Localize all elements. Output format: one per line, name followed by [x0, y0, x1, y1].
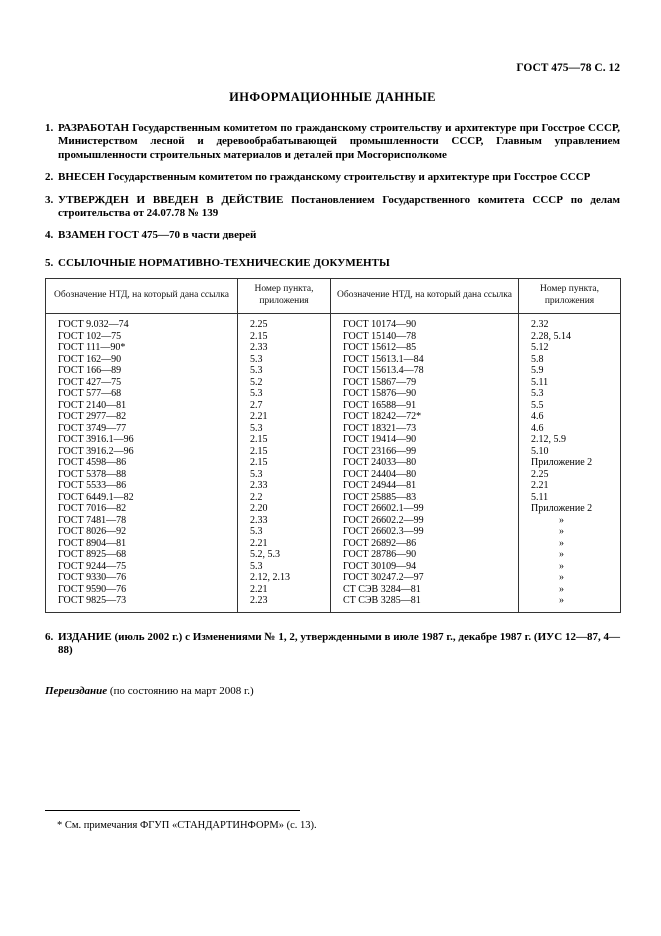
point-number-cell: 2.15: [238, 434, 331, 446]
info-items: [45, 122, 620, 270]
ntd-designation-cell: ГОСТ 30109—94: [331, 561, 519, 573]
item-text: УТВЕРЖДЕН И ВВЕДЕН В ДЕЙСТВИЕ Постановлением Государственного комитета СССР по делам строительства от 24.07.78 № 139: [58, 193, 620, 220]
point-number-cell: 2.28, 5.14: [519, 331, 621, 343]
point-number-cell: »: [519, 584, 621, 596]
ntd-designation-cell: ГОСТ 16588—91: [331, 400, 519, 412]
point-number-cell: 5.12: [519, 342, 621, 354]
table-row: [46, 446, 621, 458]
point-number-cell: 2.25: [519, 469, 621, 481]
ntd-designation-cell: ГОСТ 5378—88: [46, 469, 238, 481]
item-number: 1.: [45, 122, 54, 134]
page-header-ref: ГОСТ 475—78 С. 12: [516, 62, 620, 74]
point-number-cell: 2.15: [238, 457, 331, 469]
item-text: РАЗРАБОТАН Государственным комитетом по гражданскому строительству и архитектуре при Госстрое СССР, Министерством лесной и деревообрабатывающей промышленности СССР, Главным управлением промышленности строительных материалов и деталей при Мосгорисполкоме: [58, 122, 620, 161]
ntd-designation-cell: ГОСТ 18242—72*: [331, 411, 519, 423]
table-row: [46, 595, 621, 612]
footnote: [45, 810, 575, 831]
point-number-cell: 5.3: [238, 561, 331, 573]
point-number-cell: 5.3: [238, 365, 331, 377]
point-number-cell: 5.3: [519, 388, 621, 400]
ntd-designation-cell: ГОСТ 15140—78: [331, 331, 519, 343]
table-row: [46, 515, 621, 527]
point-number-cell: Приложение 2: [519, 503, 621, 515]
ntd-designation-cell: ГОСТ 111—90*: [46, 342, 238, 354]
ntd-designation-cell: ГОСТ 8026—92: [46, 526, 238, 538]
ntd-designation-cell: ГОСТ 427—75: [46, 377, 238, 389]
point-number-cell: 2.21: [238, 584, 331, 596]
ntd-designation-cell: ГОСТ 15612—85: [331, 342, 519, 354]
ntd-designation-cell: ГОСТ 26892—86: [331, 538, 519, 550]
table-row: [46, 377, 621, 389]
table-row: [46, 480, 621, 492]
item-developed: [45, 122, 620, 162]
point-number-cell: 2.7: [238, 400, 331, 412]
ntd-designation-cell: ГОСТ 18321—73: [331, 423, 519, 435]
table-row: [46, 314, 621, 331]
ntd-designation-cell: ГОСТ 5533—86: [46, 480, 238, 492]
reference-documents-table: [45, 278, 621, 612]
ntd-designation-cell: ГОСТ 102—75: [46, 331, 238, 343]
point-number-cell: 2.12, 5.9: [519, 434, 621, 446]
item-number: 5.: [45, 256, 54, 269]
reissue-rest: (по состоянию на март 2008 г.): [109, 685, 254, 698]
table-row: [46, 388, 621, 400]
point-number-cell: Приложение 2: [519, 457, 621, 469]
item-text: ССЫЛОЧНЫЕ НОРМАТИВНО-ТЕХНИЧЕСКИЕ ДОКУМЕНТЫ: [58, 256, 390, 269]
table-row: [46, 411, 621, 423]
ntd-designation-cell: ГОСТ 26602.2—99: [331, 515, 519, 527]
ntd-designation-cell: ГОСТ 28786—90: [331, 549, 519, 561]
item-text: ВЗАМЕН ГОСТ 475—70 в части дверей: [58, 229, 257, 242]
item-text: ВНЕСЕН Государственным комитетом по гражданскому строительству и архитектуре при Госстрое СССР: [58, 171, 591, 184]
point-number-cell: 5.11: [519, 492, 621, 504]
ntd-designation-cell: ГОСТ 15613.1—84: [331, 354, 519, 366]
point-number-cell: 2.15: [238, 446, 331, 458]
point-number-cell: 5.8: [519, 354, 621, 366]
table-row: [46, 561, 621, 573]
point-number-cell: 2.33: [238, 515, 331, 527]
ntd-designation-cell: ГОСТ 7016—82: [46, 503, 238, 515]
point-number-cell: 5.10: [519, 446, 621, 458]
point-number-cell: »: [519, 538, 621, 550]
table-row: [46, 503, 621, 515]
table-header-row: [46, 279, 621, 314]
ntd-designation-cell: ГОСТ 3916.2—96: [46, 446, 238, 458]
table-row: [46, 331, 621, 343]
ntd-designation-cell: ГОСТ 10174—90: [331, 314, 519, 331]
ntd-designation-cell: ГОСТ 19414—90: [331, 434, 519, 446]
ntd-designation-cell: ГОСТ 30247.2—97: [331, 572, 519, 584]
ntd-designation-cell: ГОСТ 15876—90: [331, 388, 519, 400]
ntd-designation-cell: ГОСТ 7481—78: [46, 515, 238, 527]
point-number-cell: 5.5: [519, 400, 621, 412]
point-number-cell: 5.3: [238, 469, 331, 481]
ntd-designation-cell: СТ СЭВ 3285—81: [331, 595, 519, 612]
point-number-cell: 2.32: [519, 314, 621, 331]
point-number-cell: »: [519, 549, 621, 561]
ntd-designation-cell: ГОСТ 3916.1—96: [46, 434, 238, 446]
ntd-designation-cell: ГОСТ 162—90: [46, 354, 238, 366]
table-row: [46, 469, 621, 481]
ntd-designation-cell: ГОСТ 9244—75: [46, 561, 238, 573]
table-row: [46, 342, 621, 354]
ntd-designation-cell: ГОСТ 24033—80: [331, 457, 519, 469]
ntd-designation-cell: ГОСТ 6449.1—82: [46, 492, 238, 504]
table-row: [46, 538, 621, 550]
ntd-designation-cell: ГОСТ 9330—76: [46, 572, 238, 584]
col-header-point-right: Номер пункта, приложения: [519, 279, 621, 314]
point-number-cell: 5.2: [238, 377, 331, 389]
item-replaces: [45, 229, 620, 242]
point-number-cell: 2.33: [238, 480, 331, 492]
point-number-cell: 2.25: [238, 314, 331, 331]
point-number-cell: 5.3: [238, 354, 331, 366]
table-row: [46, 457, 621, 469]
point-number-cell: 2.20: [238, 503, 331, 515]
ntd-designation-cell: ГОСТ 4598—86: [46, 457, 238, 469]
item-submitted: [45, 171, 620, 184]
ntd-table-body: [46, 314, 621, 613]
point-number-cell: 2.33: [238, 342, 331, 354]
ntd-designation-cell: ГОСТ 24404—80: [331, 469, 519, 481]
col-header-ntd-left: Обозначение НТД, на который дана ссылка: [46, 279, 238, 314]
ntd-designation-cell: ГОСТ 2140—81: [46, 400, 238, 412]
item-approved: [45, 194, 620, 221]
point-number-cell: 5.3: [238, 526, 331, 538]
point-number-cell: »: [519, 561, 621, 573]
item-number: 2.: [45, 171, 54, 184]
ntd-designation-cell: ГОСТ 3749—77: [46, 423, 238, 435]
item-number: 4.: [45, 229, 54, 242]
point-number-cell: 4.6: [519, 423, 621, 435]
table-header: [46, 279, 621, 314]
item-reference-docs-heading: [45, 257, 620, 270]
ntd-designation-cell: ГОСТ 26602.3—99: [331, 526, 519, 538]
point-number-cell: 4.6: [519, 411, 621, 423]
item-text: ИЗДАНИЕ (июль 2002 г.) с Изменениями № 1, 2, утвержденными в июле 1987 г., декабре 1987 г. (ИУС 12—87, 4—88): [58, 630, 620, 656]
table-row: [46, 526, 621, 538]
ntd-designation-cell: ГОСТ 8925—68: [46, 549, 238, 561]
point-number-cell: 5.9: [519, 365, 621, 377]
ntd-designation-cell: ГОСТ 15613.4—78: [331, 365, 519, 377]
ntd-designation-cell: ГОСТ 26602.1—99: [331, 503, 519, 515]
item-number: 6.: [45, 630, 54, 643]
page-title: ИНФОРМАЦИОННЫЕ ДАННЫЕ: [229, 90, 436, 104]
table-row: [46, 354, 621, 366]
point-number-cell: »: [519, 526, 621, 538]
ntd-designation-cell: ГОСТ 8904—81: [46, 538, 238, 550]
table-row: [46, 400, 621, 412]
point-number-cell: 5.2, 5.3: [238, 549, 331, 561]
point-number-cell: 2.23: [238, 595, 331, 612]
reissue-lead: Переиздание: [45, 685, 108, 698]
point-number-cell: 2.2: [238, 492, 331, 504]
col-header-point-left: Номер пункта, приложения: [238, 279, 331, 314]
ntd-designation-cell: ГОСТ 166—89: [46, 365, 238, 377]
ntd-designation-cell: ГОСТ 15867—79: [331, 377, 519, 389]
point-number-cell: 2.21: [519, 480, 621, 492]
point-number-cell: 5.11: [519, 377, 621, 389]
ntd-designation-cell: ГОСТ 2977—82: [46, 411, 238, 423]
ntd-designation-cell: ГОСТ 9.032—74: [46, 314, 238, 331]
table-row: [46, 365, 621, 377]
ntd-designation-cell: ГОСТ 23166—99: [331, 446, 519, 458]
point-number-cell: »: [519, 572, 621, 584]
ntd-designation-cell: ГОСТ 24944—81: [331, 480, 519, 492]
footnote-text: * См. примечания ФГУП «СТАНДАРТИНФОРМ» (с. 13).: [57, 820, 317, 831]
point-number-cell: 2.21: [238, 411, 331, 423]
point-number-cell: »: [519, 595, 621, 612]
point-number-cell: 2.12, 2.13: [238, 572, 331, 584]
table-row: [46, 572, 621, 584]
table-row: [46, 549, 621, 561]
ntd-designation-cell: ГОСТ 25885—83: [331, 492, 519, 504]
point-number-cell: 2.21: [238, 538, 331, 550]
point-number-cell: 5.3: [238, 423, 331, 435]
point-number-cell: 2.15: [238, 331, 331, 343]
point-number-cell: »: [519, 515, 621, 527]
ntd-designation-cell: ГОСТ 577—68: [46, 388, 238, 400]
item-edition: [45, 631, 620, 658]
ntd-designation-cell: ГОСТ 9590—76: [46, 584, 238, 596]
table-row: [46, 423, 621, 435]
reissue-note: [45, 685, 620, 697]
table-row: [46, 492, 621, 504]
item-number: 3.: [45, 193, 54, 206]
ntd-designation-cell: ГОСТ 9825—73: [46, 595, 238, 612]
footnote-divider: [45, 810, 300, 811]
ntd-designation-cell: СТ СЭВ 3284—81: [331, 584, 519, 596]
table-row: [46, 584, 621, 596]
table-row: [46, 434, 621, 446]
col-header-ntd-right: Обозначение НТД, на который дана ссылка: [331, 279, 519, 314]
point-number-cell: 5.3: [238, 388, 331, 400]
